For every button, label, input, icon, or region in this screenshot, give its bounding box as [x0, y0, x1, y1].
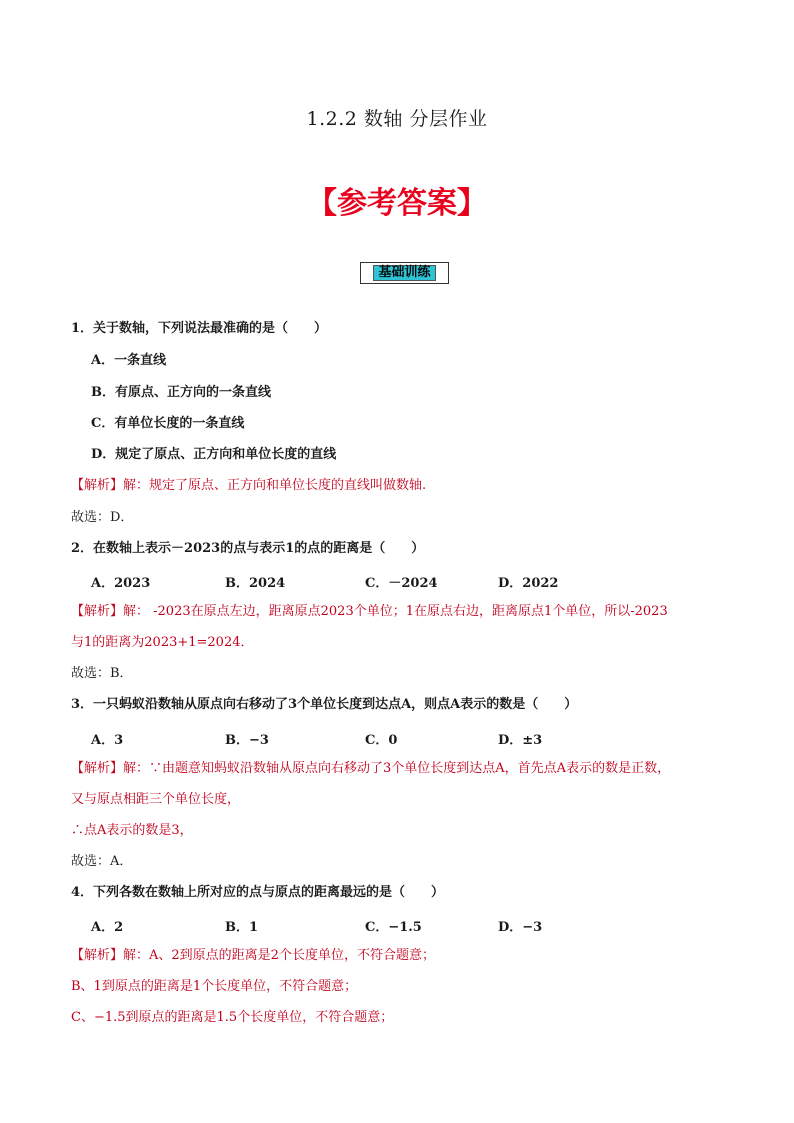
- q2-analysis-text-1: 解： -2023在原点左边，距离原点2023个单位；1在原点右边，距离原点1个单位，所以-2023: [123, 604, 668, 619]
- q4-option-c: C．−1.5: [365, 920, 422, 935]
- answer-heading: 【参考答案】: [307, 186, 487, 221]
- q1-option-d: D．规定了原点、正方向和单位长度的直线: [91, 447, 337, 462]
- q4-analysis-line-1: [71, 947, 435, 965]
- q3-analysis-line-1: [71, 760, 670, 778]
- q4-analysis-line-2: B、1到原点的距离是1个长度单位，不符合题意；: [71, 979, 358, 994]
- q1-analysis-tag: 【解析】: [71, 478, 124, 493]
- q3-analysis-line-2: 又与原点相距三个单位长度，: [71, 792, 241, 807]
- q2-analysis-line-1: [71, 603, 668, 621]
- q2-option-a: A．2023: [91, 576, 151, 591]
- q1-analysis-text: 解：规定了原点、正方向和单位长度的直线叫做数轴.: [123, 478, 427, 493]
- q2-option-d: D．2022: [498, 576, 559, 591]
- q4-analysis-tag: 【解析】: [71, 948, 124, 963]
- section-label-box: [360, 262, 449, 284]
- q1-option-b: B．有原点、正方向的一条直线: [91, 385, 271, 400]
- q4-stem: 4．下列各数在数轴上所对应的点与原点的距离最远的是（ ）: [71, 885, 445, 900]
- q1-option-a: A．一条直线: [91, 353, 167, 368]
- q2-choice: 故选：B．: [71, 666, 133, 681]
- q2-analysis-tag: 【解析】: [71, 604, 124, 619]
- q1-choice: 故选：D．: [71, 510, 134, 525]
- q3-option-b: B．−3: [225, 733, 269, 748]
- q3-option-c: C．0: [365, 733, 398, 748]
- q4-option-b: B．1: [225, 920, 259, 935]
- q3-analysis-line-3: ∴点A表示的数是3，: [71, 823, 193, 838]
- q1-option-c: C．有单位长度的一条直线: [91, 416, 245, 431]
- q3-option-a: A．3: [91, 733, 124, 748]
- q3-analysis-tag: 【解析】: [71, 761, 124, 776]
- q4-analysis-line-3: C、−1.5到原点的距离是1.5个长度单位，不符合题意；: [71, 1010, 394, 1025]
- q2-option-b: B．2024: [225, 576, 286, 591]
- q4-analysis-text-1: 解：A、2到原点的距离是2个长度单位，不符合题意；: [123, 948, 435, 963]
- page-title: 1.2.2 数轴 分层作业: [306, 108, 488, 130]
- q2-option-c: C．－2024: [365, 576, 438, 591]
- q3-stem: 3．一只蚂蚁沿数轴从原点向右移动了3个单位长度到达点A，则点A表示的数是（ ）: [71, 697, 578, 712]
- q4-option-a: A．2: [91, 920, 124, 935]
- q3-analysis-text-1: 解：∵由题意知蚂蚁沿数轴从原点向右移动了3个单位长度到达点A，首先点A表示的数是正数，: [123, 761, 671, 776]
- q1-analysis: [71, 477, 426, 495]
- q2-analysis-line-2: 与1的距离为2023+1=2024．: [71, 635, 254, 650]
- q2-stem: 2．在数轴上表示－2023的点与表示1的点的距离是（ ）: [71, 541, 425, 556]
- q4-option-d: D．−3: [498, 920, 543, 935]
- section-label: 基础训练: [373, 265, 436, 281]
- q1-stem: 1．关于数轴，下列说法最准确的是（ ）: [71, 321, 328, 336]
- q3-option-d: D．±3: [498, 733, 543, 748]
- q3-choice: 故选：A．: [71, 854, 133, 869]
